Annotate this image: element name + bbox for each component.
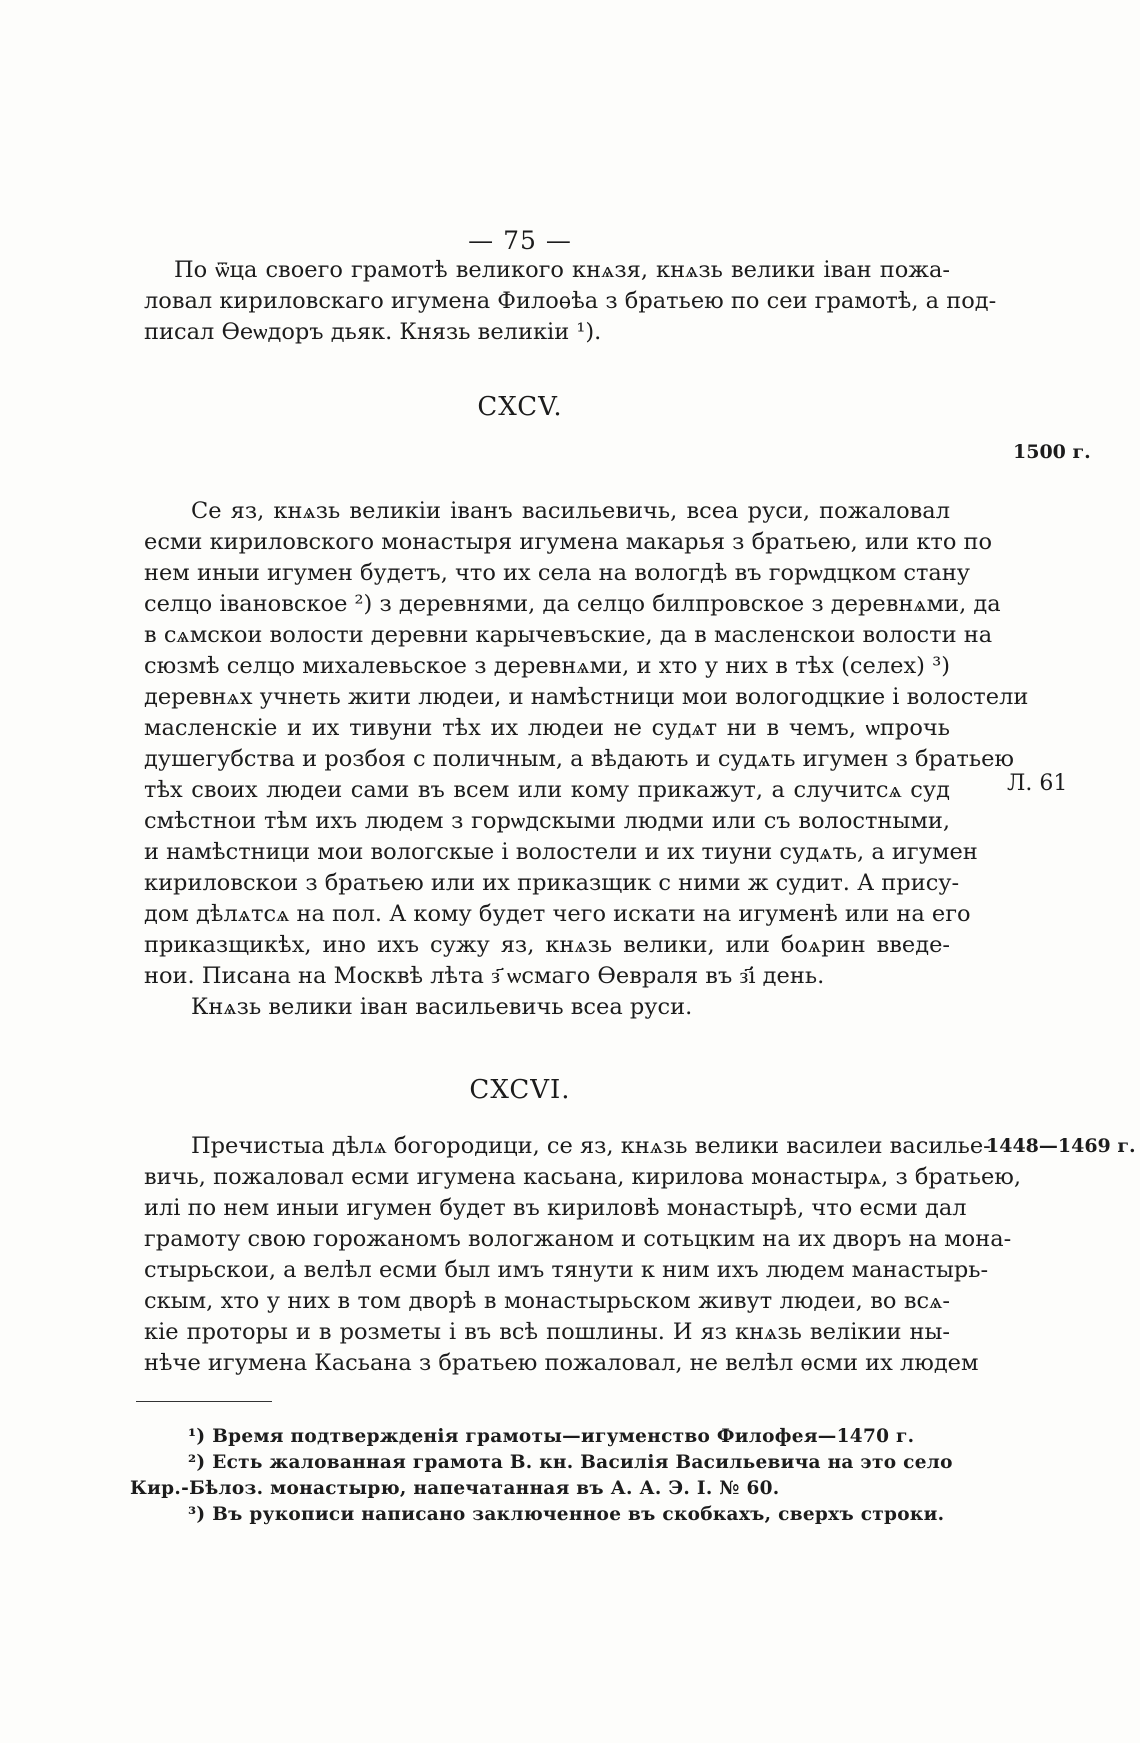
text-line: стырьскои, а велѣл есми был имъ тянути к ним ихъ людем манастырь-: [144, 1257, 989, 1283]
text-line: ловал кириловскаго игумена Филоѳѣа з братьею по сеи грамотѣ, а под-: [144, 288, 997, 314]
text-line: душегубства и розбоя с поличным, а вѣдають и судѧть игумен з братьею: [144, 746, 1015, 772]
footnote: ¹) Время подтвержденія грамоты—игуменство Филофея—1470 г.: [188, 1426, 915, 1447]
charter-195-text: [144, 496, 1029, 1023]
text-line: селцо івановское ²) з деревнями, да селцо билпровское з деревнѧми, да: [144, 591, 1001, 617]
text-line: кириловскои з братьею или их приказщик с ними ж судит. А прису-: [144, 870, 960, 896]
text-line: нѣче игумена Касьана з братьею пожаловал, не велѣл ѳсми их людем: [144, 1350, 979, 1376]
text-line: Пречистыа дѣлѧ богородици, се яз, кнѧзь велики василеи василье-: [191, 1133, 991, 1159]
footnote: ²) Есть жалованная грамота В. кн. Василія Васильевича на это село: [188, 1452, 953, 1473]
text-line: и намѣстници мои вологскые і волостели и их тиуни судѧть, а игумен: [144, 839, 978, 865]
charter-196-year-note: 1448—1469 г.: [986, 1135, 1136, 1157]
page-number: — 75 —: [468, 226, 572, 255]
text-line: скым, хто у них в том дворѣ в монастырьском живут людеи, во всѧ-: [144, 1288, 950, 1314]
footnote: ³) Въ рукописи написано заключенное въ скобкахъ, сверхъ строки.: [188, 1504, 945, 1525]
footnote-continuation: Кир.-Бѣлоз. монастырю, напечатанная въ А. А. Э. I. № 60.: [130, 1478, 780, 1499]
charter-195-heading: CXCV.: [477, 392, 563, 422]
charter-196-text: [144, 1131, 1022, 1379]
text-line: в сѧмскои волости деревни карычевъские, да в масленскои волости на: [144, 622, 993, 648]
footnote-divider: [136, 1401, 272, 1402]
text-line: дом дѣлѧтсѧ на пол. А кому будет чего искати на игуменѣ или на его: [144, 901, 971, 927]
text-line: смѣстнои тѣм ихъ людем з горѡдскыми людми или съ волостными,: [144, 808, 950, 834]
text-line: грамоту свою горожаномъ вологжаном и сотьцким на их дворъ на мона-: [144, 1226, 1012, 1252]
charter-195-year-note: 1500 г.: [1013, 441, 1091, 463]
text-line: вичь, пожаловал есми игумена касьана, кирилова монастырѧ, з братьею,: [144, 1164, 1022, 1190]
text-line: По ѿца своего грамотѣ великого кнѧзя, кнѧзь велики іван пожа-: [174, 257, 950, 283]
text-line: деревнѧх учнеть жити людеи, и намѣстници мои вологодцкие і волостели: [144, 684, 1029, 710]
intro-paragraph: [144, 255, 997, 348]
text-line: есми кириловского монастыря игумена макарья з братьею, или кто по: [144, 529, 993, 555]
signature-line: Кнѧзь велики іван васильевичь всеа руси.: [191, 994, 693, 1020]
charter-195-folio-note: Л. 61: [1007, 771, 1068, 796]
text-line: писал Ѳеѡдоръ дьяк. Князь великіи ¹).: [144, 319, 602, 345]
text-line: кіе проторы и в розметы і въ всѣ пошлины. И яз кнѧзь велікии ны-: [144, 1319, 950, 1345]
text-line: сюзмѣ селцо михалевьское з деревнѧми, и хто у них в тѣх (селех) ³): [144, 653, 950, 679]
text-line: масленскіе и их тивуни тѣх их людеи не судѧт ни в чемъ, ѡпрочь: [144, 715, 950, 741]
text-line: тѣх своих людеи сами въ всем или кому прикажут, а случитсѧ суд: [144, 777, 950, 803]
text-line: приказщикѣх, ино ихъ сужу яз, кнѧзь велики, или боѧрин введе-: [144, 932, 950, 958]
charter-196-heading: CXCVI.: [469, 1075, 571, 1105]
text-line: Се яз, кнѧзь великіи іванъ васильевичь, всеа руси, пожаловал: [191, 498, 950, 524]
text-line: нем иныи игумен будетъ, что их села на вологдѣ въ горѡдцком стану: [144, 560, 971, 586]
footnotes: [130, 1424, 953, 1528]
text-line: нои. Писана на Москвѣ лѣта з҃ ѡсмаго Ѳевраля въ з҃і день.: [144, 963, 825, 989]
text-line: илі по нем иныи игумен будет въ кириловѣ монастырѣ, что есми дал: [144, 1195, 967, 1221]
